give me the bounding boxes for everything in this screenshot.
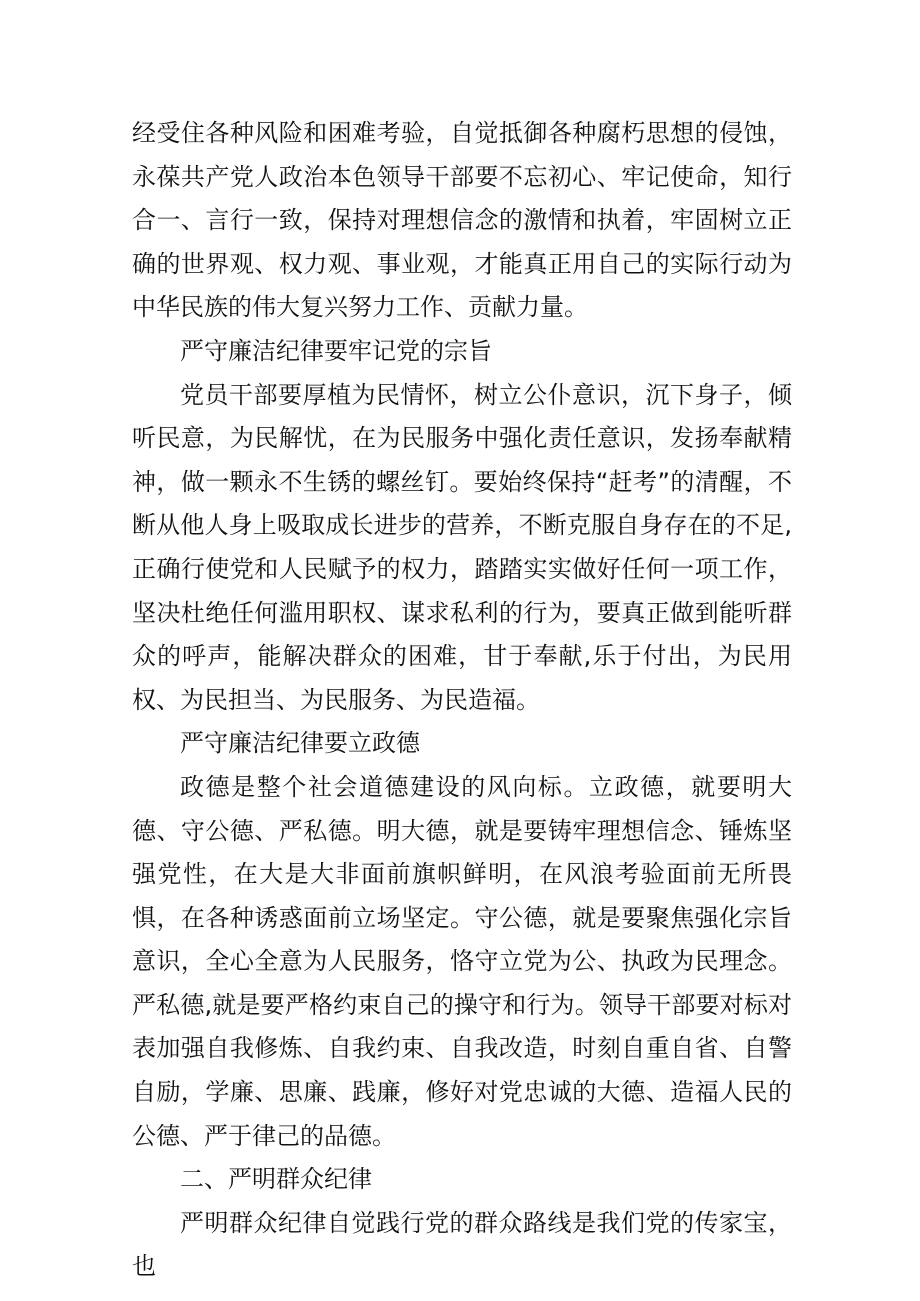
section-heading-mass-discipline: 二、严明群众纪律 <box>180 1165 372 1194</box>
paragraph-1: 经受住各种风险和困难考验，自觉抵御各种腐朽思想的侵蚀，永葆共产党人政治本色领导干部要不忘初心、牢记使命，知行合一、言行一致，保持对理想信念的激情和执着，牢固树立正确的世界观、权力观、事业观，才能真正用自己的实际行动为中华民族的伟大复兴努力工作、贡献力量。 <box>132 119 792 322</box>
section-heading-political-ethics: 严守廉洁纪律要立政德 <box>180 729 420 758</box>
paragraph-2: 党员干部要厚植为民情怀，树立公仆意识，沉下身子，倾听民意，为民解忧，在为民服务中强化责任意识，发扬奉献精神，做一颗永不生锈的螺丝钉。要始终保持“赶考”的清醒，不断从他人身上吸取成长进步的营养，不断克服自身存在的不足,正确行使党和人民赋予的权力，踏踏实实做好任何一项工作，坚决杜绝任何滥用职权、谋求私利的行为，要真正做到能听群众的呼声，能解决群众的困难，甘于奉献,乐于付出，为民用权、为民担当、为民服务、为民造福。 <box>132 380 792 714</box>
document-body <box>132 112 792 1289</box>
paragraph-3: 政德是整个社会道德建设的风向标。立政德，就要明大德、守公德、严私德。明大德，就是要铸牢理想信念、锤炼坚强党性，在大是大非面前旗帜鲜明，在风浪考验面前无所畏惧，在各种诱惑面前立场坚定。守公德，就是要聚焦强化宗旨意识，全心全意为人民服务，恪守立党为公、执政为民理念。严私德,就是要严格约束自己的操守和行为。领导干部要对标对表加强自我修炼、自我约束、自我改造，时刻自重自省、自警自励，学廉、思廉、践廉，修好对党忠诚的大德、造福人民的公德、严于律己的品德。 <box>132 772 792 1150</box>
paragraph-4: 严明群众纪律自觉践行党的群众路线是我们党的传家宝，也 <box>132 1208 792 1281</box>
section-heading-party-purpose: 严守廉洁纪律要牢记党的宗旨 <box>180 336 492 365</box>
